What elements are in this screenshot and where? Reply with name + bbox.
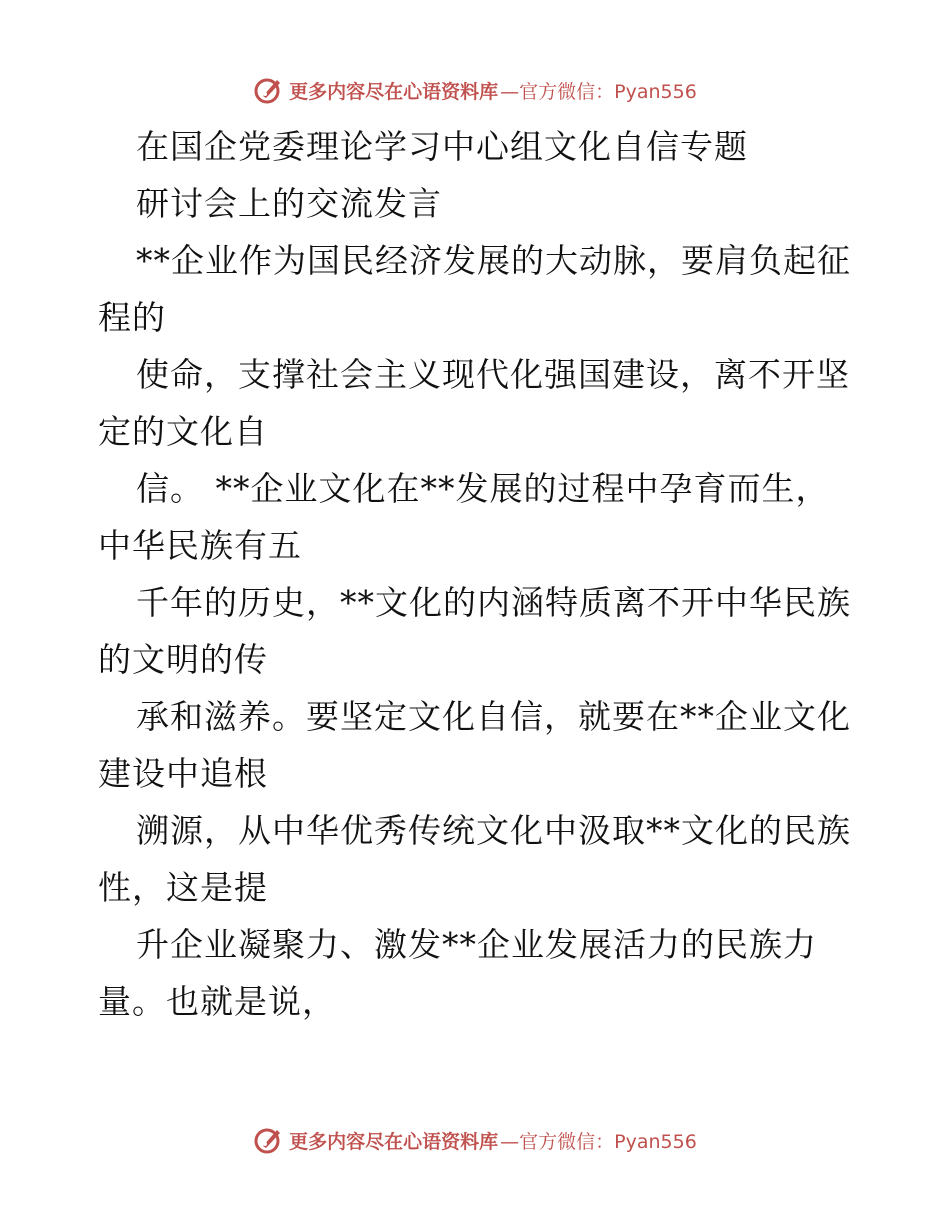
document-body: [98, 118, 858, 1030]
text-line: 升企业凝聚力、激发**企业发展活力的民族力: [136, 925, 817, 964]
text-line: 中华民族有五: [98, 526, 302, 565]
footer-banner: [0, 1120, 950, 1160]
header-banner: [0, 70, 950, 110]
text-line: 在国企党委理论学习中心组文化自信专题: [136, 127, 748, 166]
quill-logo-icon: [253, 1124, 285, 1156]
banner-sub-text: —官方微信：Pyan556: [500, 1130, 697, 1153]
text-line: 定的文化自: [98, 412, 268, 451]
text-line: 溯源，从中华优秀传统文化中汲取**文化的民族: [136, 811, 851, 850]
text-line: 的文明的传: [98, 640, 268, 679]
banner-main-text: 更多内容尽在心语资料库: [289, 80, 499, 103]
quill-logo-icon: [253, 74, 285, 106]
text-line: 承和滋养。要坚定文化自信，就要在**企业文化: [136, 697, 851, 736]
banner-sub-text: —官方微信：Pyan556: [500, 80, 697, 103]
text-line: 信。 **企业文化在**发展的过程中孕育而生，: [136, 469, 830, 508]
text-line: 程的: [98, 298, 166, 337]
text-line: 研讨会上的交流发言: [136, 184, 442, 223]
text-line: 建设中追根: [98, 754, 268, 793]
text-line: 量。也就是说，: [98, 982, 336, 1021]
text-line: 使命，支撑社会主义现代化强国建设，离不开坚: [136, 355, 850, 394]
text-line: **企业作为国民经济发展的大动脉，要肩负起征: [136, 241, 851, 280]
text-line: 千年的历史，**文化的内涵特质离不开中华民族: [136, 583, 851, 622]
text-line: 性，这是提: [98, 868, 268, 907]
banner-main-text: 更多内容尽在心语资料库: [289, 1130, 499, 1153]
